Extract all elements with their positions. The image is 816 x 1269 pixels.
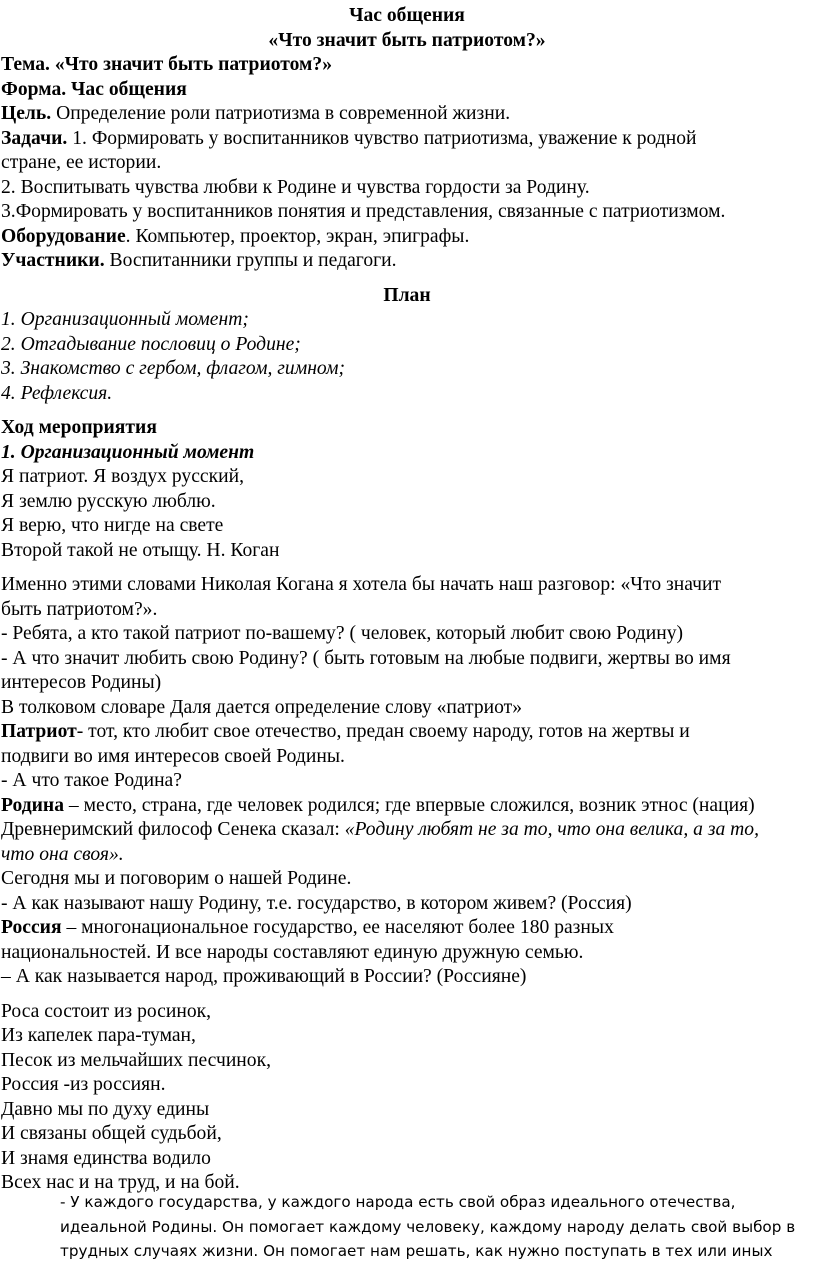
question-2-line-1: - А что значит любить свою Родину? ( быть готовым на любые подвиги, жертвы во имя [1,647,731,669]
event-title: Ход мероприятия [1,417,157,438]
patriot-def-line-1: Патриот- тот, кто любит свое отечество, предан своему народу, готов на жертвы и [1,721,690,742]
plan-title: План [383,284,431,306]
question-1: - Ребята, а кто такой патриот по-вашему? ( человек, который любит свою Родину) [1,623,684,644]
equipment-line [1,225,813,250]
poem2-line-2: Из капелек пара-туман, [1,1025,196,1046]
participants-value: Воспитанники группы и педагоги. [109,250,397,271]
paragraph-1-line-2: быть патриотом?». [1,598,158,620]
patriot-def-line-2: подвиги во имя интересов своей Родины. [1,745,345,767]
tasks-line-1: Задачи. 1. Формировать у воспитанников чувство патриотизма, уважение к родной [1,127,697,149]
poem1-line-2: Я землю русскую люблю. [1,490,216,512]
paragraph-1-line-1: Именно этими словами Николая Когана я хотела бы начать наш разговор: «Что значит [1,574,722,595]
goal-line [1,102,813,127]
tasks-label: Задачи. [1,127,68,149]
russia-def-line-2: национальностей. И все народы составляют единую дружную семью. [1,941,584,963]
question-2-line-2: интересов Родины) [1,672,162,693]
poem2-line-8: Всех нас и на труд, и на бой. [1,1172,240,1193]
goal-label: Цель. [1,103,52,124]
tasks-line-3: 2. Воспитывать чувства любви к Родине и чувства гордости за Родину. [1,176,590,198]
document-body [1,4,813,1196]
plan-item-2: 2. Отгадывание пословиц о Родине; [1,333,301,355]
header-line-2: «Что значит быть патриотом?» [268,29,546,51]
plan-item-3: 3. Знакомство с гербом, флагом, гимном; [1,358,345,379]
rodina-def-line: Родина – место, страна, где человек родился; где впервые сложился, возник этнос (нация) [1,794,755,816]
tasks-line-4: 3.Формировать у воспитанников понятия и представления, связанные с патриотизмом. [1,201,726,222]
poem2-line-7: И знамя единства водило [1,1147,211,1169]
seneca-line-1: Древнеримский философ Сенека сказал: «Родину любят не за то, что она велика, а за то, [1,819,760,840]
patriot-term: Патриот [1,721,77,742]
tasks-line-2: стране, ее истории. [1,152,162,173]
final-paragraph [60,1190,816,1264]
poem2-line-5: Давно мы по духу едины [1,1098,210,1120]
poem1-line-4: Второй такой не отыщу. Н. Коган [1,539,280,561]
question-4: - А как называют нашу Родину, т.е. государство, в котором живем? (Россия) [1,892,632,914]
goal-value: Определение роли патриотизма в современной жизни. [56,103,511,124]
equipment-value: . Компьютер, проектор, экран, эпиграфы. [125,225,470,247]
poem2-line-4: Россия -из россиян. [1,1074,166,1095]
final-paragraph-line-1: - У каждого государства, у каждого народа есть свой образ идеального отечества, [60,1193,736,1211]
header-line-1: Час общения [349,5,465,26]
poem2-line-6: И связаны общей судьбой, [1,1123,222,1144]
poem2-line-1: Роса состоит из росинок, [1,1000,212,1022]
final-paragraph-line-2: идеальной Родины. Он помогает каждому человеку, каждому народу делать свой выбор в [60,1217,796,1236]
poem2-line-3: Песок из мельчайших песчинок, [1,1049,272,1071]
plan-item-4: 4. Рефлексия. [1,382,113,404]
russia-def-line-1: Россия – многонациональное государство, ее населяют более 180 разных [1,917,614,938]
topic-value: «Что значит быть патриотом?» [54,54,332,75]
dal-line: В толковом словаре Даля дается определение слову «патриот» [1,696,523,718]
rodina-term: Родина [1,794,65,816]
equipment-label: Оборудование [1,225,126,247]
participants-line [1,249,813,274]
question-3: - А что такое Родина? [1,770,182,791]
question-5: – А как называется народ, проживающий в России? (Россияне) [1,966,527,987]
section1-title: 1. Организационный момент [1,441,255,463]
poem1-line-1: Я патриот. Я воздух русский, [1,466,244,487]
participants-label: Участники. [1,250,105,271]
seneca-line-2: что она своя». [1,843,124,865]
topic-line [1,53,813,78]
russia-term: Россия [1,917,62,938]
form-label: Форма. [1,78,67,100]
final-paragraph-line-3: трудных случаях жизни. Он помогает нам решать, как нужно поступать в тех или иных [60,1242,773,1260]
today-line: Сегодня мы и поговорим о нашей Родине. [1,868,352,889]
plan-item-1: 1. Организационный момент; [1,309,249,330]
form-line [1,78,813,103]
poem1-line-3: Я верю, что нигде на свете [1,515,224,536]
seneca-quote: «Родину любят не за то, что она велика, а за то, [344,819,760,840]
form-value: Час общения [71,78,187,100]
topic-label: Тема. [1,54,50,75]
